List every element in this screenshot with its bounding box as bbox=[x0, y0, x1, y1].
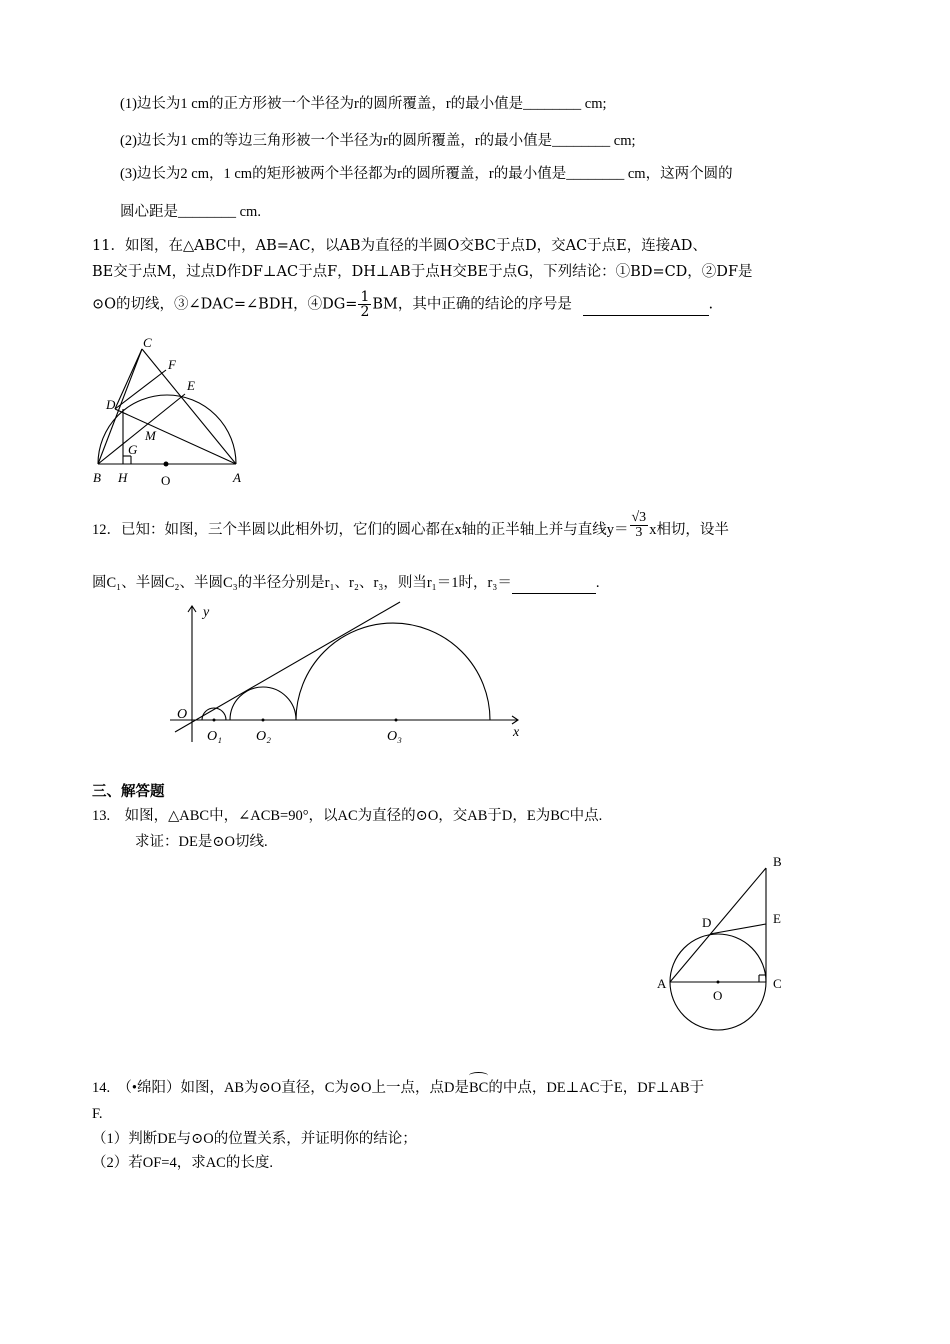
label-D: D bbox=[702, 915, 712, 930]
label-O1: O₁ bbox=[207, 729, 222, 744]
q12-line1 bbox=[92, 510, 729, 541]
q12-text-post: x相切，设半 bbox=[649, 522, 729, 538]
frac-denominator: 3 bbox=[635, 525, 643, 541]
label-E: E bbox=[773, 911, 781, 926]
label-A: A bbox=[657, 976, 667, 991]
label-O: O bbox=[713, 988, 723, 1003]
q14-line2: F. bbox=[92, 1106, 103, 1122]
frac-numerator: 1 bbox=[360, 289, 370, 305]
arc-mark bbox=[469, 1072, 488, 1079]
q13-line2: 求证：DE是⊙O切线. bbox=[135, 834, 268, 850]
q11-text: ⊙O的切线，③∠DAC=∠BDH，④DG= bbox=[92, 296, 358, 313]
q14-text-post: 的中点，DE⊥AC于E，DF⊥AB于 bbox=[488, 1080, 705, 1096]
q11-line3 bbox=[92, 290, 713, 319]
q10-part2: (2)边长为1 cm的等边三角形被一个半径为r的圆所覆盖，r的最小值是________ cm; bbox=[120, 133, 636, 149]
q10-part4: 圆心距是________ cm. bbox=[120, 204, 261, 220]
q12-figure bbox=[165, 600, 535, 750]
q11-figure bbox=[88, 330, 258, 490]
answer-blank bbox=[512, 573, 596, 594]
q11-line1: 11．如图，在△ABC中，AB=AC，以AB为直径的半圆O交BC于点D，交AC于点E，连接AD、 bbox=[92, 238, 707, 254]
arc-bc bbox=[469, 1078, 488, 1098]
label-E: E bbox=[187, 378, 195, 393]
q11-fraction bbox=[358, 290, 371, 319]
label-C: C bbox=[773, 976, 782, 991]
q12-line2 bbox=[92, 573, 599, 594]
period: . bbox=[595, 575, 600, 591]
label-D: D bbox=[106, 397, 116, 412]
label-M: M bbox=[145, 428, 156, 443]
q12-fraction bbox=[630, 511, 649, 540]
label-O2: O₂ bbox=[256, 729, 271, 744]
q12-text2: 圆C₁、半圆C₂、半圆C₃的半径分别是r₁、r₂、r₃，则当r₁＝1时，r₃＝ bbox=[92, 575, 512, 591]
axis-x-label: x bbox=[513, 725, 520, 740]
answer-blank bbox=[583, 295, 709, 316]
frac-denominator: 2 bbox=[360, 304, 370, 320]
arc-label: BC bbox=[468, 1080, 489, 1096]
q14-sub1: （1）判断DE与⊙O的位置关系，并证明你的结论； bbox=[92, 1131, 417, 1147]
q11-text-post: BM，其中正确的结论的序号是 bbox=[372, 296, 572, 313]
q12-text: 12．已知：如图，三个半圆以此相外切，它们的圆心都在x轴的正半轴上并与直线y＝ bbox=[92, 522, 629, 538]
q14-sub2: （2）若OF=4，求AC的长度. bbox=[92, 1155, 273, 1171]
frac-numerator: √3 bbox=[631, 510, 647, 526]
label-A: A bbox=[233, 470, 241, 485]
q14-text: 14. （•绵阳）如图，AB为⊙O直径，C为⊙O上一点，点D是 bbox=[92, 1080, 469, 1096]
q10-part3: (3)边长为2 cm，1 cm的矩形被两个半径都为r的圆所覆盖，r的最小值是________ cm，这两个圆的 bbox=[120, 166, 733, 182]
label-O3: O₃ bbox=[387, 729, 402, 744]
q13-line1: 13. 如图，△ABC中，∠ACB=90°，以AC为直径的⊙O，交AB于D，E为BC中点. bbox=[92, 808, 603, 824]
q13-figure bbox=[650, 850, 790, 1035]
label-O: O bbox=[161, 473, 171, 488]
section-title: 三、解答题 bbox=[92, 783, 165, 800]
origin-label: O bbox=[177, 707, 188, 722]
label-G: G bbox=[128, 442, 138, 457]
label-B: B bbox=[93, 470, 101, 485]
label-B: B bbox=[773, 854, 782, 869]
label-C: C bbox=[143, 335, 152, 350]
q14-line1 bbox=[92, 1078, 704, 1098]
label-F: F bbox=[168, 357, 176, 372]
label-H: H bbox=[118, 470, 128, 485]
q11-line2: BE交于点M，过点D作DF⊥AC于点F，DH⊥AB于点H交BE于点G，下列结论：①BD=CD，②DF是 bbox=[92, 264, 753, 280]
period: . bbox=[708, 296, 714, 313]
axis-y-label: y bbox=[203, 605, 210, 620]
q10-part1: (1)边长为1 cm的正方形被一个半径为r的圆所覆盖，r的最小值是________ cm; bbox=[120, 96, 607, 112]
